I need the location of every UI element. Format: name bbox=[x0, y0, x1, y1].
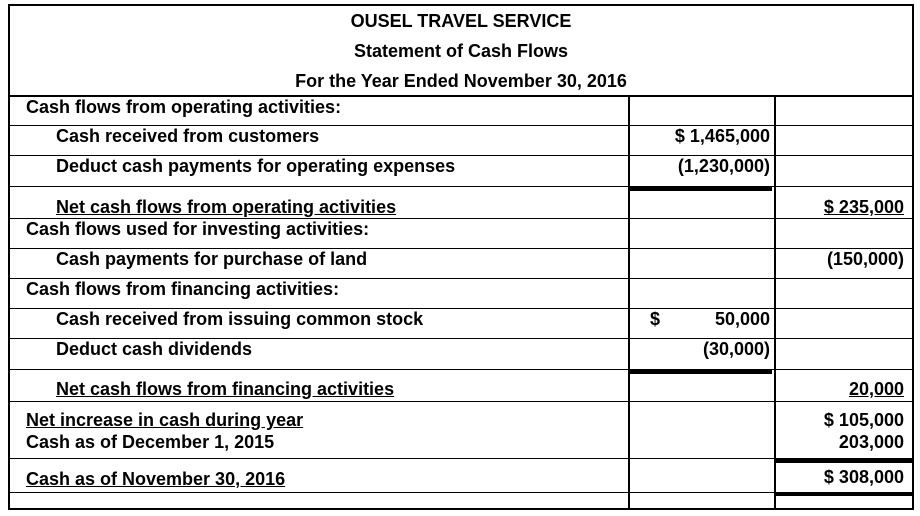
table-row bbox=[10, 191, 912, 219]
table-row bbox=[10, 465, 912, 493]
amount-stock-issued: 50,000 bbox=[714, 309, 770, 329]
row-label: Cash received from issuing common stock bbox=[56, 309, 424, 329]
section-label-investing: Cash flows used for investing activities: bbox=[26, 219, 370, 239]
cash-flow-statement bbox=[8, 4, 914, 510]
currency-symbol: $ bbox=[650, 309, 661, 329]
table-row bbox=[10, 97, 912, 126]
table-row bbox=[10, 249, 912, 279]
statement-title: Statement of Cash Flows bbox=[353, 41, 569, 61]
table-row bbox=[10, 374, 912, 402]
table-row bbox=[10, 430, 912, 459]
total-rule bbox=[776, 459, 912, 463]
amount-ending-cash: $ 308,000 bbox=[823, 467, 904, 487]
amount-land-purchase: (150,000) bbox=[826, 249, 904, 269]
row-label: Net cash flows from operating activities bbox=[56, 197, 397, 217]
row-label: Cash received from customers bbox=[56, 126, 320, 146]
table-row bbox=[10, 156, 912, 187]
row-label: Net increase in cash during year bbox=[26, 410, 304, 430]
section-label-operating: Cash flows from operating activities: bbox=[26, 97, 342, 117]
amount-net-operating: $ 235,000 bbox=[823, 197, 904, 217]
row-label: Deduct cash dividends bbox=[56, 339, 253, 359]
table-row bbox=[10, 309, 912, 339]
table-row bbox=[10, 126, 912, 156]
amount-dividends: (30,000) bbox=[702, 339, 770, 359]
amount-beginning-cash: 203,000 bbox=[838, 432, 904, 452]
table-row bbox=[10, 219, 912, 249]
amount-operating-expenses: (1,230,000) bbox=[677, 156, 770, 176]
amount-cash-received: $ 1,465,000 bbox=[674, 126, 770, 146]
table-row bbox=[10, 279, 912, 309]
row-label: Net cash flows from financing activities bbox=[56, 379, 395, 399]
table-row bbox=[10, 339, 912, 370]
amount-net-increase: $ 105,000 bbox=[823, 410, 904, 430]
row-label: Cash payments for purchase of land bbox=[56, 249, 368, 269]
statement-period: For the Year Ended November 30, 2016 bbox=[295, 71, 627, 91]
amount-net-financing: 20,000 bbox=[848, 379, 904, 399]
row-label: Deduct cash payments for operating expenses bbox=[56, 156, 456, 176]
row-label: Cash as of November 30, 2016 bbox=[26, 469, 286, 489]
table-row bbox=[10, 402, 912, 430]
double-rule-top bbox=[776, 493, 912, 496]
section-label-financing: Cash flows from financing activities: bbox=[26, 279, 340, 299]
company-name: OUSEL TRAVEL SERVICE bbox=[350, 11, 572, 31]
row-label: Cash as of December 1, 2015 bbox=[26, 432, 275, 452]
